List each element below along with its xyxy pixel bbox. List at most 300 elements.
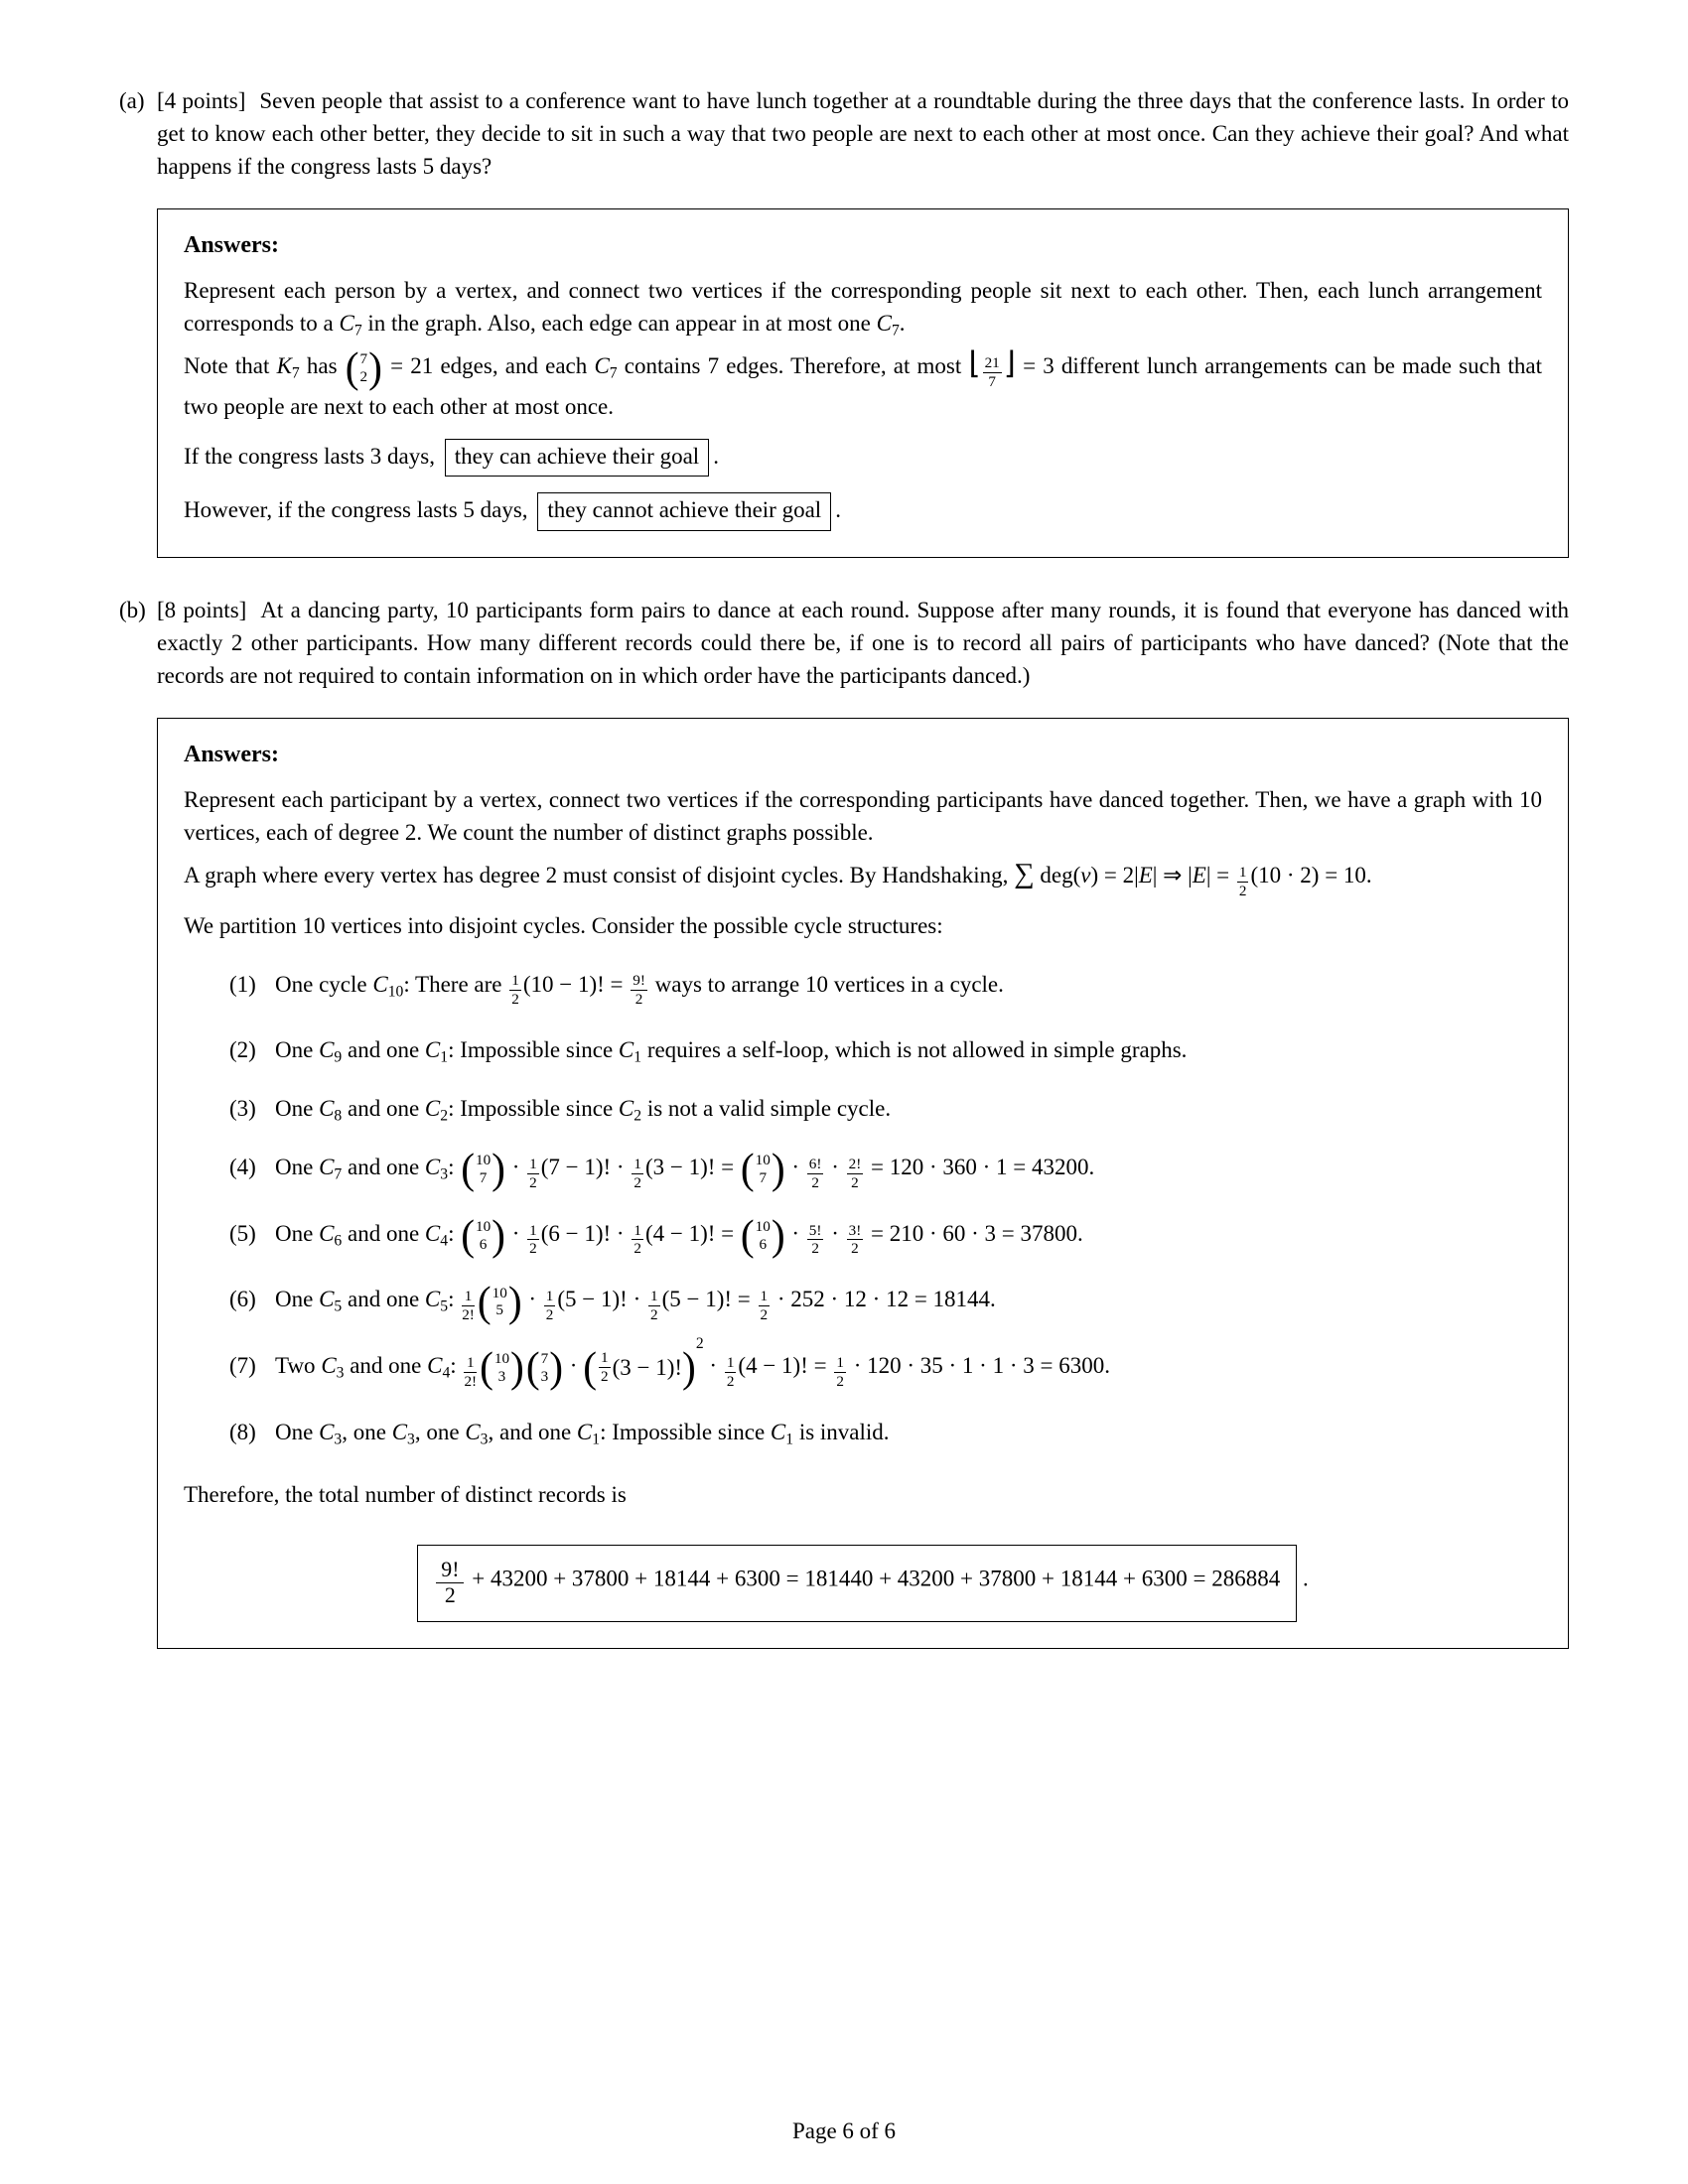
enum-text bbox=[275, 1092, 1542, 1125]
part-b-question-text: At a dancing party, 10 participants form pairs to dance at each round. Suppose after many rounds, it is found that everyone has danced with exactly 2 other participants. How many different records could there be, if one is to record all pairs of participants who have danced? (Note that the records are not required to contain information on in which order have the participants danced.) bbox=[157, 598, 1569, 689]
math-variable: C bbox=[424, 1220, 441, 1246]
fraction-numerator: 6! bbox=[808, 1155, 822, 1172]
enum-text bbox=[275, 1416, 1542, 1448]
part-a-paragraph-representation bbox=[184, 274, 1542, 340]
fraction-denominator: 2 bbox=[811, 1240, 819, 1258]
left-paren: ( bbox=[461, 1210, 475, 1260]
text-run: and one bbox=[342, 1037, 425, 1063]
fraction-denominator: 2 bbox=[545, 1306, 554, 1324]
text-run: · bbox=[522, 1287, 542, 1312]
final-answer-equation-line bbox=[184, 1545, 1542, 1623]
text-run: = 210 · 60 · 3 = 37800. bbox=[865, 1220, 1083, 1246]
page-footer: Page 6 of 6 bbox=[791, 2118, 897, 2143]
fraction-numerator: 9! bbox=[436, 1558, 464, 1584]
math-subscript: 10 bbox=[387, 983, 404, 1001]
math-variable: C bbox=[372, 971, 388, 997]
text-run: · bbox=[564, 1352, 584, 1378]
math-variable: C bbox=[424, 1287, 441, 1312]
fraction-denominator: 2 bbox=[601, 1368, 609, 1386]
part-b-label: (b) bbox=[119, 598, 146, 623]
fraction-denominator: 2 bbox=[1238, 882, 1247, 899]
text-run: is invalid. bbox=[793, 1419, 890, 1444]
math-subscript: 8 bbox=[334, 1107, 343, 1125]
math-fraction bbox=[464, 1355, 477, 1390]
binomial-top: 10 bbox=[492, 1284, 507, 1301]
math-variable: C bbox=[424, 1037, 441, 1063]
left-paren: ( bbox=[740, 1210, 755, 1260]
fraction-numerator: 1 bbox=[726, 1353, 735, 1371]
text-run: · 120 · 35 · 1 · 1 · 3 = 6300. bbox=[847, 1352, 1110, 1378]
text-run: = 120 · 360 · 1 = 43200. bbox=[865, 1155, 1095, 1180]
part-a-conclusion-5-days bbox=[184, 492, 1542, 531]
fraction-numerator: 1 bbox=[529, 1155, 537, 1172]
math-subscript: 3 bbox=[407, 1430, 415, 1447]
math-fraction bbox=[983, 355, 1002, 390]
math-subscript: 1 bbox=[440, 1048, 449, 1066]
text-run: ) = 2| bbox=[1090, 863, 1139, 888]
math-fraction bbox=[807, 1223, 824, 1258]
fraction-numerator: 1 bbox=[760, 1288, 769, 1305]
enum-item bbox=[229, 1092, 1542, 1125]
math-variable: C bbox=[339, 311, 354, 336]
math-fraction bbox=[834, 1355, 846, 1390]
binomial-bottom: 5 bbox=[495, 1301, 504, 1319]
text-run: Therefore, the total number of distinct records is bbox=[184, 1481, 627, 1507]
boxed-answer: they cannot achieve their goal bbox=[537, 492, 831, 531]
text-run: One bbox=[275, 1155, 320, 1180]
math-variable: C bbox=[321, 1352, 337, 1378]
math-fraction bbox=[632, 1157, 643, 1191]
text-run: · bbox=[825, 1220, 845, 1246]
text-run: and one bbox=[342, 1096, 425, 1122]
math-variable: C bbox=[391, 1419, 408, 1444]
enum-item bbox=[229, 1033, 1542, 1066]
math-subscript: 5 bbox=[440, 1297, 449, 1315]
text-run: contains 7 edges. Therefore, at most bbox=[617, 353, 969, 378]
left-paren: ( bbox=[480, 1342, 493, 1392]
part-b-points: [8 points] bbox=[157, 598, 247, 623]
right-paren: ) bbox=[682, 1342, 696, 1392]
text-run: : bbox=[448, 1220, 461, 1246]
text-run: (4 − 1)! = bbox=[644, 1220, 740, 1246]
math-subscript: 1 bbox=[785, 1430, 794, 1447]
math-fraction bbox=[847, 1223, 864, 1258]
summation-icon: ∑ bbox=[1014, 858, 1035, 890]
page-content bbox=[119, 84, 1569, 1655]
math-fraction bbox=[847, 1157, 864, 1191]
text-run: (3 − 1)! bbox=[612, 1355, 683, 1381]
math-fraction bbox=[632, 1223, 643, 1258]
text-run: | ⇒ | bbox=[1152, 863, 1193, 888]
binomial-stack bbox=[475, 1218, 492, 1253]
fraction-denominator: 2 bbox=[836, 1372, 844, 1390]
math-fraction bbox=[544, 1289, 556, 1323]
enum-number: (6) bbox=[229, 1287, 256, 1312]
math-variable: C bbox=[319, 1155, 335, 1180]
fraction-denominator: 2 bbox=[511, 991, 519, 1009]
enum-text bbox=[275, 1334, 1542, 1392]
text-run: Represent each participant by a vertex, connect two vertices if the corresponding participants have danced together. Then, we have a graph with 10 vertices, each of degree 2. We count the number of distinct graphs possible. bbox=[184, 787, 1542, 846]
text-run: (4 − 1)! = bbox=[738, 1352, 833, 1378]
math-subscript: 2 bbox=[633, 1107, 642, 1125]
text-run: · 252 · 12 · 12 = 18144. bbox=[772, 1287, 996, 1312]
binomial-top: 10 bbox=[755, 1152, 771, 1169]
text-run: . bbox=[713, 443, 719, 469]
math-variable: v bbox=[1080, 863, 1091, 888]
enum-item bbox=[229, 968, 1542, 1009]
math-binomial bbox=[345, 342, 382, 392]
fraction-numerator: 3! bbox=[848, 1221, 862, 1239]
binomial-stack bbox=[755, 1152, 772, 1186]
fraction-denominator: 2 bbox=[529, 1240, 537, 1258]
math-subscript: 1 bbox=[633, 1048, 642, 1066]
text-run: and one bbox=[342, 1287, 425, 1312]
part-a-body bbox=[157, 84, 1569, 564]
fraction-numerator: 5! bbox=[808, 1221, 822, 1239]
binomial-stack bbox=[359, 350, 369, 385]
text-run: · bbox=[785, 1220, 805, 1246]
fraction-numerator: 21 bbox=[984, 353, 1000, 371]
fraction-denominator: 2! bbox=[462, 1306, 475, 1324]
binomial-stack bbox=[493, 1350, 510, 1385]
math-binomial bbox=[740, 1145, 785, 1193]
enum-item bbox=[229, 1416, 1542, 1448]
text-run: Represent each person by a vertex, and connect two vertices if the corresponding people sit next to each other. Then, each lunch arrangement corresponds to a bbox=[184, 278, 1542, 336]
enum-text bbox=[275, 968, 1542, 1009]
fraction-numerator: 1 bbox=[836, 1353, 844, 1371]
enum-text bbox=[275, 1033, 1542, 1066]
math-fraction bbox=[1237, 865, 1249, 899]
math-fraction bbox=[509, 973, 521, 1008]
math-squared-group: ( $\frac{1}{2}$ (3 − 1)! ) 2 bbox=[583, 1334, 704, 1392]
enum-number: (2) bbox=[229, 1037, 256, 1063]
enum-number: (7) bbox=[229, 1352, 256, 1378]
right-paren: ) bbox=[507, 1277, 522, 1325]
text-run: = 3 different lunch arrangements can be made such that two people are next to each other at most once. bbox=[184, 353, 1542, 419]
text-run: (10 · 2) = 10. bbox=[1250, 863, 1372, 888]
text-run: : bbox=[448, 1287, 461, 1312]
part-b-paragraph-representation bbox=[184, 783, 1542, 849]
binomial-bottom: 6 bbox=[479, 1235, 488, 1253]
fraction-numerator: 1 bbox=[529, 1221, 537, 1239]
fraction-numerator: 1 bbox=[601, 1349, 609, 1367]
enum-number: (4) bbox=[229, 1155, 256, 1180]
right-paren: ) bbox=[549, 1342, 564, 1392]
enum-item bbox=[229, 1277, 1542, 1325]
binomial-bottom: 3 bbox=[540, 1367, 549, 1385]
math-subscript: 7 bbox=[891, 322, 900, 340]
cycle-structure-list bbox=[229, 968, 1542, 1448]
text-run: requires a self-loop, which is not allowed in simple graphs. bbox=[641, 1037, 1188, 1063]
text-run: and one bbox=[342, 1220, 425, 1246]
fraction-numerator: 1 bbox=[545, 1288, 554, 1305]
text-run: and one bbox=[344, 1352, 428, 1378]
fraction-numerator: 1 bbox=[511, 972, 519, 990]
text-run: One cycle bbox=[275, 971, 373, 997]
left-paren: ( bbox=[477, 1277, 492, 1325]
fraction-denominator: 2 bbox=[649, 1306, 658, 1324]
text-run: (3 − 1)! = bbox=[644, 1155, 740, 1180]
part-a-points: [4 points] bbox=[157, 88, 246, 113]
fraction-numerator: 1 bbox=[649, 1288, 658, 1305]
math-variable: C bbox=[424, 1096, 441, 1122]
fraction-denominator: 2 bbox=[726, 1372, 735, 1390]
part-a-paragraph-edge-count bbox=[184, 342, 1542, 423]
math-fraction bbox=[648, 1289, 660, 1323]
math-variable: C bbox=[319, 1220, 335, 1246]
part-a-answer-box bbox=[157, 208, 1569, 558]
math-subscript: 4 bbox=[440, 1232, 449, 1250]
fraction-denominator: 2 bbox=[760, 1306, 769, 1324]
part-b-paragraph-partition bbox=[184, 909, 1542, 942]
right-paren: ) bbox=[368, 342, 382, 392]
text-run: : There are bbox=[403, 971, 508, 997]
math-fraction bbox=[527, 1157, 539, 1191]
enum-number: (3) bbox=[229, 1096, 256, 1122]
fraction-numerator: 9! bbox=[633, 972, 645, 990]
math-subscript: 6 bbox=[334, 1232, 343, 1250]
enum-text bbox=[275, 1210, 1542, 1260]
text-run: | = bbox=[1205, 863, 1235, 888]
math-fraction bbox=[599, 1350, 611, 1385]
binomial-top: 10 bbox=[493, 1350, 510, 1368]
math-variable: C bbox=[465, 1419, 481, 1444]
text-run: , and one bbox=[488, 1419, 577, 1444]
left-paren: ( bbox=[345, 342, 359, 392]
text-run: is not a valid simple cycle. bbox=[641, 1096, 892, 1122]
math-variable: C bbox=[594, 353, 610, 378]
left-paren: ( bbox=[461, 1145, 475, 1193]
text-run: If the congress lasts 3 days, bbox=[184, 443, 441, 469]
math-subscript: 1 bbox=[592, 1430, 601, 1447]
boxed-answer: they can achieve their goal bbox=[445, 439, 710, 478]
fraction-denominator: 2 bbox=[851, 1173, 859, 1191]
math-binomial bbox=[740, 1210, 785, 1260]
binomial-top: 10 bbox=[476, 1218, 492, 1236]
part-a-question-text: Seven people that assist to a conference want to have lunch together at a roundtable during the three days that the conference lasts. In order to get to know each other better, they decide to sit in such a way that two people are next to each other at most once. Can they achieve their goal? And what happens if the congress lasts 5 days? bbox=[157, 88, 1569, 179]
part-b-answer-box bbox=[157, 718, 1569, 1649]
math-subscript: 7 bbox=[609, 364, 618, 382]
math-subscript: 3 bbox=[480, 1430, 489, 1447]
part-b-closing-statement bbox=[184, 1478, 1542, 1511]
text-run: (5 − 1)! · bbox=[557, 1287, 646, 1312]
boxed-equation bbox=[417, 1545, 1297, 1623]
left-paren: ( bbox=[583, 1342, 597, 1392]
math-subscript: 3 bbox=[440, 1165, 449, 1183]
math-subscript: 3 bbox=[336, 1364, 345, 1382]
text-run: = 21 edges, and each bbox=[382, 353, 595, 378]
text-run: · bbox=[785, 1155, 805, 1180]
text-run: and one bbox=[342, 1155, 425, 1180]
part-a-label: (a) bbox=[119, 88, 145, 113]
binomial-bottom: 3 bbox=[497, 1367, 506, 1385]
text-run: . bbox=[899, 311, 906, 336]
part-b-answers-heading: Answers: bbox=[184, 742, 279, 768]
right-floor: ⌋ bbox=[1003, 345, 1016, 380]
right-paren: ) bbox=[771, 1210, 785, 1260]
fraction-denominator: 2 bbox=[811, 1173, 819, 1191]
math-variable: C bbox=[319, 1419, 335, 1444]
text-run: : Impossible since bbox=[600, 1419, 771, 1444]
math-fraction bbox=[725, 1355, 737, 1390]
part-a-section bbox=[119, 84, 1569, 564]
text-run: (6 − 1)! · bbox=[540, 1220, 631, 1246]
part-b-body bbox=[157, 594, 1569, 1655]
enum-number: (8) bbox=[229, 1419, 256, 1444]
math-fraction bbox=[527, 1223, 539, 1258]
math-variable: C bbox=[319, 1037, 335, 1063]
fraction-denominator: 2 bbox=[633, 1173, 641, 1191]
text-run: (7 − 1)! · bbox=[540, 1155, 631, 1180]
fraction-numerator: 1 bbox=[464, 1355, 477, 1373]
math-floor bbox=[968, 345, 1016, 390]
binomial-stack bbox=[475, 1152, 492, 1186]
text-run: · bbox=[505, 1155, 526, 1180]
binomial-bottom: 2 bbox=[359, 367, 368, 385]
math-variable: C bbox=[770, 1419, 786, 1444]
binomial-top: 10 bbox=[476, 1152, 492, 1169]
text-run: One bbox=[275, 1220, 320, 1246]
part-b-question bbox=[157, 594, 1569, 692]
fraction-numerator: 1 bbox=[633, 1221, 641, 1239]
fraction-denominator: 2! bbox=[464, 1372, 478, 1390]
fraction-numerator: 1 bbox=[462, 1289, 475, 1306]
text-run: · bbox=[703, 1352, 723, 1378]
math-variable: C bbox=[319, 1287, 335, 1312]
text-run: Note that bbox=[184, 353, 277, 378]
math-binomial bbox=[477, 1277, 522, 1325]
part-a-question bbox=[157, 84, 1569, 183]
text-run: . bbox=[835, 497, 841, 523]
text-run: deg( bbox=[1034, 863, 1081, 888]
binomial-bottom: 7 bbox=[759, 1168, 768, 1186]
text-run: One bbox=[275, 1037, 320, 1063]
text-run: One bbox=[275, 1419, 320, 1444]
math-subscript: 5 bbox=[334, 1297, 343, 1315]
binomial-top: 7 bbox=[359, 350, 368, 368]
math-subscript: 3 bbox=[334, 1430, 343, 1447]
binomial-stack bbox=[755, 1218, 772, 1253]
text-run: One bbox=[275, 1096, 320, 1122]
math-subscript: 7 bbox=[334, 1165, 343, 1183]
part-b-row bbox=[119, 594, 1569, 1655]
enum-number: (1) bbox=[229, 971, 256, 997]
part-b-section bbox=[119, 594, 1569, 1655]
binomial-stack bbox=[540, 1350, 550, 1385]
math-subscript: 2 bbox=[440, 1107, 449, 1125]
text-run: One bbox=[275, 1287, 320, 1312]
part-a-conclusion-3-days bbox=[184, 439, 1542, 478]
enum-item bbox=[229, 1210, 1542, 1260]
math-fraction bbox=[631, 973, 647, 1008]
text-run: However, if the congress lasts 5 days, bbox=[184, 497, 534, 523]
fraction-denominator: 2 bbox=[444, 1583, 456, 1608]
fraction-denominator: 2 bbox=[529, 1173, 537, 1191]
math-variable: C bbox=[319, 1096, 335, 1122]
right-paren: ) bbox=[492, 1210, 505, 1260]
text-run: ways to arrange 10 vertices in a cycle. bbox=[648, 971, 1004, 997]
right-paren: ) bbox=[492, 1145, 505, 1193]
enum-item bbox=[229, 1334, 1542, 1392]
enum-text bbox=[275, 1145, 1542, 1193]
math-binomial bbox=[461, 1145, 505, 1193]
text-run: We partition 10 vertices into disjoint cycles. Consider the possible cycle structures: bbox=[184, 912, 943, 938]
math-subscript: 7 bbox=[353, 322, 362, 340]
math-fraction bbox=[759, 1289, 771, 1323]
text-run: . bbox=[1297, 1566, 1309, 1591]
math-variable: C bbox=[427, 1352, 443, 1378]
part-b-paragraph-handshaking bbox=[184, 859, 1542, 899]
enum-text bbox=[275, 1277, 1542, 1325]
text-run: · bbox=[825, 1155, 845, 1180]
text-run: · bbox=[505, 1220, 526, 1246]
math-variable: E bbox=[1192, 863, 1206, 888]
binomial-bottom: 7 bbox=[479, 1168, 488, 1186]
text-run: A graph where every vertex has degree 2 must consist of disjoint cycles. By Handshaking, bbox=[184, 863, 1015, 888]
binomial-top: 10 bbox=[755, 1218, 771, 1236]
math-variable: K bbox=[276, 353, 292, 378]
math-variable: C bbox=[618, 1096, 634, 1122]
fraction-numerator: 1 bbox=[1238, 863, 1247, 881]
math-variable: C bbox=[618, 1037, 634, 1063]
left-paren: ( bbox=[525, 1342, 540, 1392]
text-run: , one bbox=[342, 1419, 392, 1444]
fraction-numerator: 1 bbox=[633, 1155, 641, 1172]
text-run: : Impossible since bbox=[448, 1096, 619, 1122]
text-run: : bbox=[450, 1352, 463, 1378]
left-floor: ⌊ bbox=[968, 345, 981, 380]
math-fraction bbox=[462, 1289, 475, 1323]
math-binomial bbox=[480, 1342, 524, 1392]
part-a-answers-heading: Answers: bbox=[184, 232, 279, 258]
part-a-row bbox=[119, 84, 1569, 564]
fraction-denominator: 2 bbox=[634, 991, 643, 1009]
math-variable: E bbox=[1138, 863, 1153, 888]
binomial-top: 7 bbox=[540, 1350, 549, 1368]
left-paren: ( bbox=[740, 1145, 755, 1193]
binomial-stack bbox=[492, 1285, 508, 1319]
enum-number: (5) bbox=[229, 1220, 256, 1246]
text-run: has bbox=[299, 353, 345, 378]
math-fraction bbox=[807, 1157, 824, 1191]
text-run: , one bbox=[414, 1419, 466, 1444]
math-variable: C bbox=[876, 311, 892, 336]
text-run: (5 − 1)! = bbox=[661, 1287, 757, 1312]
fraction-numerator: 2! bbox=[848, 1155, 862, 1172]
math-subscript: 4 bbox=[442, 1364, 451, 1382]
math-variable: C bbox=[424, 1155, 441, 1180]
math-fraction bbox=[436, 1558, 464, 1610]
fraction-denominator: 2 bbox=[633, 1240, 641, 1258]
text-run: : Impossible since bbox=[448, 1037, 619, 1063]
text-run: : bbox=[448, 1155, 461, 1180]
fraction-denominator: 7 bbox=[988, 372, 996, 390]
math-subscript: 9 bbox=[334, 1048, 343, 1066]
math-binomial bbox=[525, 1342, 564, 1392]
right-paren: ) bbox=[771, 1145, 785, 1193]
right-paren: ) bbox=[510, 1342, 524, 1392]
fraction-denominator: 2 bbox=[851, 1240, 859, 1258]
enum-item bbox=[229, 1145, 1542, 1193]
text-run: Two bbox=[275, 1352, 322, 1378]
math-subscript: 7 bbox=[291, 364, 300, 382]
text-run: in the graph. Also, each edge can appear in at most one bbox=[361, 311, 877, 336]
math-binomial bbox=[461, 1210, 505, 1260]
text-run: (10 − 1)! = bbox=[522, 971, 630, 997]
binomial-bottom: 6 bbox=[759, 1235, 768, 1253]
text-run: + 43200 + 37800 + 18144 + 6300 = 181440 + 43200 + 37800 + 18144 + 6300 = 286884 bbox=[466, 1566, 1281, 1591]
math-variable: C bbox=[576, 1419, 593, 1444]
